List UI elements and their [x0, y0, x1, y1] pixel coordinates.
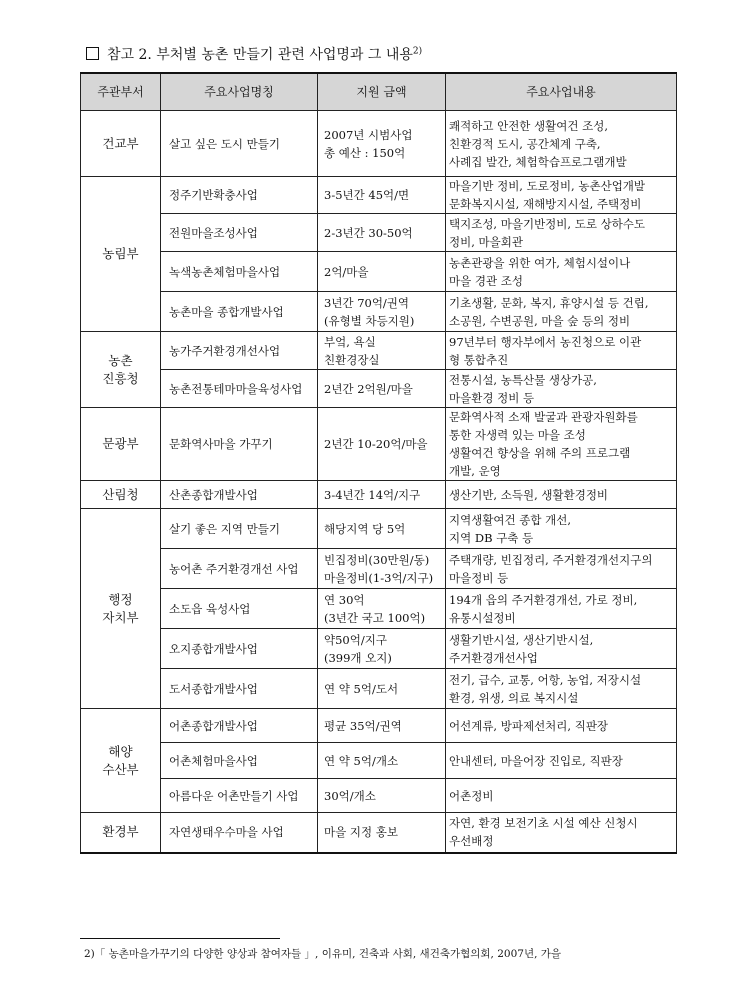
table-body	[81, 111, 677, 853]
header-funding: 지원 금액	[318, 73, 446, 111]
department-cell	[81, 408, 161, 481]
cell-line: 지역생활여건 종합 개선,	[449, 512, 572, 527]
cell-line: 지역 DB 구축 등	[449, 530, 534, 545]
cell-line: 친환경적 도시, 공간체계 구축,	[449, 136, 601, 151]
project-name-cell	[161, 252, 318, 292]
cell-line: 소도읍 육성사업	[169, 601, 251, 616]
funding-cell	[318, 813, 446, 853]
content-cell	[446, 549, 677, 589]
cell-line: 마을정비(1-3억/지구)	[324, 570, 434, 585]
cell-line: 사례집 발간, 체험학습프로그램개발	[449, 154, 627, 169]
cell-line: 행정	[108, 591, 133, 607]
project-name-cell	[161, 509, 318, 549]
cell-line: 농촌관광을 위한 여가, 체험시설이나	[449, 255, 631, 270]
cell-line: 문화역사마을 가꾸기	[169, 437, 273, 451]
cell-line: 살고 싶은 도시 만들기	[169, 136, 280, 151]
content-cell	[446, 370, 677, 408]
content-cell	[446, 214, 677, 252]
table-header-row	[81, 73, 677, 111]
funding-cell	[318, 779, 446, 813]
cell-line: (유형별 차등지원)	[324, 313, 415, 328]
cell-line: 194개 읍의 주거환경개선, 가로 정비,	[449, 592, 638, 607]
project-name-cell	[161, 481, 318, 509]
funding-cell	[318, 709, 446, 743]
cell-line: 3년간 70억/권역	[324, 295, 410, 310]
funding-cell	[318, 509, 446, 549]
table-row	[81, 332, 677, 370]
table-row	[81, 481, 677, 509]
funding-cell	[318, 214, 446, 252]
funding-cell	[318, 669, 446, 709]
department-cell	[81, 709, 161, 813]
content-cell	[446, 629, 677, 669]
project-name-cell	[161, 408, 318, 481]
cell-line: 30억/개소	[324, 788, 376, 803]
cell-line: 부엌, 욕실	[324, 334, 376, 349]
table-row	[81, 509, 677, 549]
cell-line: 평균 35억/권역	[324, 718, 402, 733]
cell-line: 어촌종합개발사업	[169, 718, 258, 733]
project-name-cell	[161, 709, 318, 743]
cell-line: 주거환경개선사업	[449, 650, 538, 665]
content-cell	[446, 779, 677, 813]
table-row	[81, 214, 677, 252]
cell-line: 약50억/지구	[324, 632, 387, 647]
cell-line: 전기, 급수, 교통, 어항, 농업, 저장시설	[449, 672, 642, 687]
cell-line: 마을 경관 조성	[449, 273, 523, 288]
content-cell	[446, 408, 677, 481]
cell-line: 농림부	[102, 246, 139, 261]
cell-line: 자치부	[102, 609, 139, 625]
cell-line: 오지종합개발사업	[169, 641, 258, 656]
cell-line: 생활여건 향상을 위해 주의 프로그램	[449, 446, 631, 460]
cell-line: 문화복지시설, 재해방지시설, 주택정비	[449, 197, 642, 211]
footnote-divider	[80, 938, 280, 939]
footnote: 2)「 농촌마을가꾸기의 다양한 양상과 참여자들 」, 이유미, 건축과 사회, 새건축가협의회, 2007년, 가을	[84, 948, 562, 960]
cell-line: 2007년 시범사업	[324, 127, 413, 142]
page-title	[86, 44, 422, 64]
cell-line: 택지조성, 마을기반정비, 도로 상하수도	[449, 216, 646, 231]
cell-line: 연 30억	[324, 592, 365, 607]
cell-line: 개발, 운영	[449, 464, 501, 478]
content-cell	[446, 332, 677, 370]
department-cell	[81, 509, 161, 709]
cell-line: 마을 지정 홍보	[324, 825, 398, 840]
department-cell	[81, 177, 161, 332]
title-footnote-mark: 2)	[412, 46, 423, 57]
title-text: 참고 2. 부처별 농촌 만들기 관련 사업명과 그 내용	[107, 47, 413, 63]
table-row	[81, 177, 677, 214]
table-row	[81, 629, 677, 669]
cell-line: 우선배정	[449, 834, 494, 849]
funding-cell	[318, 549, 446, 589]
cell-line: 2-3년간 30-50억	[324, 225, 413, 240]
department-cell	[81, 332, 161, 408]
cell-line: 자연생태우수마을 사업	[169, 825, 284, 840]
checkbox-square-icon	[86, 47, 99, 60]
cell-line: 정주기반확충사업	[169, 188, 258, 202]
funding-cell	[318, 743, 446, 779]
cell-line: 97년부터 행자부에서 농진청으로 이관	[449, 334, 642, 349]
cell-line: 마을기반 정비, 도로정비, 농촌산업개발	[449, 179, 646, 193]
cell-line: 환경부	[102, 824, 139, 840]
header-content: 주요사업내용	[446, 73, 677, 111]
funding-cell	[318, 252, 446, 292]
cell-line: 건교부	[102, 135, 139, 151]
cell-line: 녹색농촌체험마을사업	[169, 264, 281, 279]
cell-line: 농어촌 주거환경개선 사업	[169, 561, 299, 576]
table-row	[81, 408, 677, 481]
cell-line: 2년간 10-20억/마을	[324, 437, 428, 451]
cell-line: 정비, 마을회관	[449, 234, 523, 249]
header-project-name: 주요사업명칭	[161, 73, 318, 111]
cell-line: 소공원, 수변공원, 마을 숲 등의 정비	[449, 313, 631, 328]
funding-cell	[318, 481, 446, 509]
content-cell	[446, 111, 677, 177]
content-cell	[446, 669, 677, 709]
cell-line: 마을정비 등	[449, 570, 509, 585]
cell-line: 통한 자생력 있는 마을 조성	[449, 428, 586, 442]
cell-line: 마을환경 정비 등	[449, 390, 535, 405]
cell-line: 기초생활, 문화, 복지, 휴양시설 등 건립,	[449, 295, 649, 310]
cell-line: 살기 좋은 지역 만들기	[169, 521, 280, 536]
project-name-cell	[161, 214, 318, 252]
project-name-cell	[161, 292, 318, 332]
header-department: 주관부서	[81, 73, 161, 111]
cell-line: 산림청	[102, 486, 139, 502]
content-cell	[446, 743, 677, 779]
department-cell	[81, 813, 161, 853]
cell-line: 전통시설, 농특산물 생상가공,	[449, 372, 597, 387]
cell-line: 어촌체험마을사업	[169, 753, 258, 768]
funding-cell	[318, 408, 446, 481]
cell-line: 농촌전통테마마을육성사업	[169, 381, 303, 396]
table-row	[81, 370, 677, 408]
content-cell	[446, 709, 677, 743]
project-name-cell	[161, 743, 318, 779]
cell-line: 산촌종합개발사업	[169, 487, 258, 502]
funding-cell	[318, 589, 446, 629]
funding-cell	[318, 370, 446, 408]
table-row	[81, 813, 677, 853]
table-row	[81, 743, 677, 779]
cell-line: 3-4년간 14억/지구	[324, 487, 421, 502]
content-cell	[446, 509, 677, 549]
cell-line: 2년간 2억원/마을	[324, 381, 413, 396]
content-cell	[446, 481, 677, 509]
funding-cell	[318, 177, 446, 214]
cell-line: 연 약 5억/개소	[324, 753, 399, 768]
funding-cell	[318, 292, 446, 332]
cell-line: 농촌마을 종합개발사업	[169, 304, 284, 319]
cell-line: 전원마을조성사업	[169, 225, 258, 240]
cell-line: 형 통합추진	[449, 352, 509, 367]
project-name-cell	[161, 813, 318, 853]
cell-line: 생활기반시설, 생산기반시설,	[449, 632, 594, 647]
cell-line: 자연, 환경 보전기초 시설 예산 신청시	[449, 816, 638, 831]
project-name-cell	[161, 332, 318, 370]
project-name-cell	[161, 779, 318, 813]
cell-line: 환경, 위생, 의료 복지시설	[449, 690, 579, 705]
cell-line: 2억/마을	[324, 264, 369, 279]
cell-line: 생산기반, 소득원, 생활환경정비	[449, 487, 609, 502]
project-name-cell	[161, 177, 318, 214]
department-cell	[81, 111, 161, 177]
cell-line: 빈집정비(30만원/동)	[324, 552, 430, 567]
funding-cell	[318, 332, 446, 370]
table-row	[81, 111, 677, 177]
cell-line: 수산부	[102, 761, 139, 777]
content-cell	[446, 589, 677, 629]
table-row	[81, 292, 677, 332]
cell-line: 문화역사적 소재 발굴과 관광자원화를	[449, 410, 638, 424]
cell-line: 농촌	[108, 352, 133, 368]
funding-cell	[318, 629, 446, 669]
cell-line: 농가주거환경개선사업	[169, 343, 281, 358]
cell-line: 해양	[108, 743, 133, 759]
cell-line: 진흥청	[102, 370, 139, 386]
table-row	[81, 669, 677, 709]
table-row	[81, 549, 677, 589]
cell-line: 연 약 5억/도서	[324, 681, 399, 696]
project-name-cell	[161, 370, 318, 408]
cell-line: 도서종합개발사업	[169, 681, 258, 696]
table-row	[81, 252, 677, 292]
funding-cell	[318, 111, 446, 177]
cell-line: 유통시설정비	[449, 610, 516, 625]
cell-line: (3년간 국고 100억)	[324, 610, 426, 625]
project-name-cell	[161, 111, 318, 177]
content-cell	[446, 177, 677, 214]
content-cell	[446, 292, 677, 332]
cell-line: (399개 오지)	[324, 650, 392, 665]
project-name-cell	[161, 589, 318, 629]
content-cell	[446, 252, 677, 292]
content-cell	[446, 813, 677, 853]
cell-line: 어선계류, 방파제선처리, 직판장	[449, 718, 609, 733]
cell-line: 친환경장실	[324, 352, 380, 367]
cell-line: 쾌적하고 안전한 생활여건 조성,	[449, 118, 609, 133]
cell-line: 안내센터, 마을어장 진입로, 직판장	[449, 753, 623, 768]
cell-line: 해당지역 당 5억	[324, 521, 406, 536]
cell-line: 주택개량, 빈집정리, 주거환경개선지구의	[449, 552, 653, 567]
cell-line: 총 예산 : 150억	[324, 145, 406, 160]
cell-line: 문광부	[102, 436, 139, 451]
cell-line: 어촌정비	[449, 788, 494, 803]
cell-line: 3-5년간 45억/면	[324, 188, 410, 202]
table-row	[81, 779, 677, 813]
table-row	[81, 709, 677, 743]
table-row	[81, 589, 677, 629]
project-table	[80, 72, 677, 854]
project-name-cell	[161, 629, 318, 669]
department-cell	[81, 481, 161, 509]
project-name-cell	[161, 549, 318, 589]
cell-line: 아름다운 어촌만들기 사업	[169, 788, 299, 803]
project-name-cell	[161, 669, 318, 709]
